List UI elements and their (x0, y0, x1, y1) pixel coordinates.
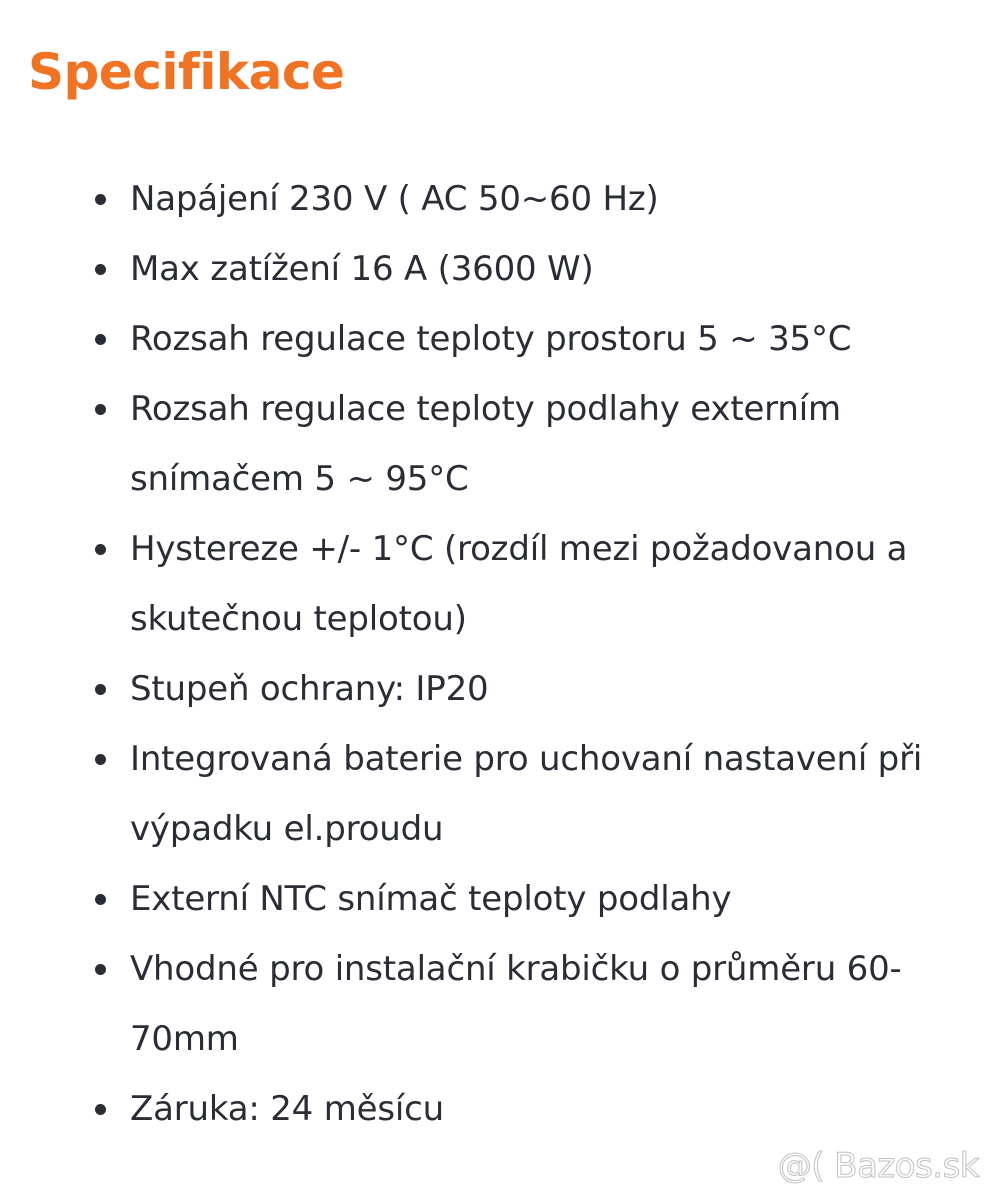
spec-item (130, 934, 960, 1074)
bullet-icon (95, 754, 106, 765)
spec-item (130, 654, 960, 724)
spec-list (130, 164, 960, 1144)
bullet-icon (95, 334, 106, 345)
page-title: Specifikace (28, 43, 345, 101)
spec-item-text: Externí NTC snímač teploty podlahy (130, 879, 732, 919)
bullet-icon (95, 264, 106, 275)
spec-item (130, 304, 960, 374)
bullet-icon (95, 894, 106, 905)
bullet-icon (95, 404, 106, 415)
watermark-logo: @( Bazos.sk (777, 1146, 979, 1186)
spec-item-text: Napájení 230 V ( AC 50~60 Hz) (130, 179, 659, 219)
spec-item-text: Hystereze +/- 1°C (rozdíl mezi požadovanou a skutečnou teplotou) (130, 529, 908, 639)
spec-item (130, 864, 960, 934)
spec-item-text: Záruka: 24 měsícu (130, 1089, 444, 1129)
spec-item-text: Integrovaná baterie pro uchovaní nastavení při výpadku el.proudu (130, 739, 923, 849)
spec-item (130, 724, 960, 864)
spec-item (130, 1074, 960, 1144)
spec-item (130, 514, 960, 654)
bullet-icon (95, 964, 106, 975)
spec-item-text: Rozsah regulace teploty podlahy externím snímačem 5 ~ 95°C (130, 389, 841, 499)
spec-item (130, 374, 960, 514)
bullet-icon (95, 684, 106, 695)
bullet-icon (95, 194, 106, 205)
spec-item-text: Stupeň ochrany: IP20 (130, 669, 489, 709)
bullet-icon (95, 1104, 106, 1115)
spec-item-text: Rozsah regulace teploty prostoru 5 ~ 35°C (130, 319, 852, 359)
spec-item (130, 234, 960, 304)
spec-item (130, 164, 960, 234)
bullet-icon (95, 544, 106, 555)
spec-item-text: Max zatížení 16 A (3600 W) (130, 249, 594, 289)
spec-item-text: Vhodné pro instalační krabičku o průměru 60-70mm (130, 949, 902, 1059)
